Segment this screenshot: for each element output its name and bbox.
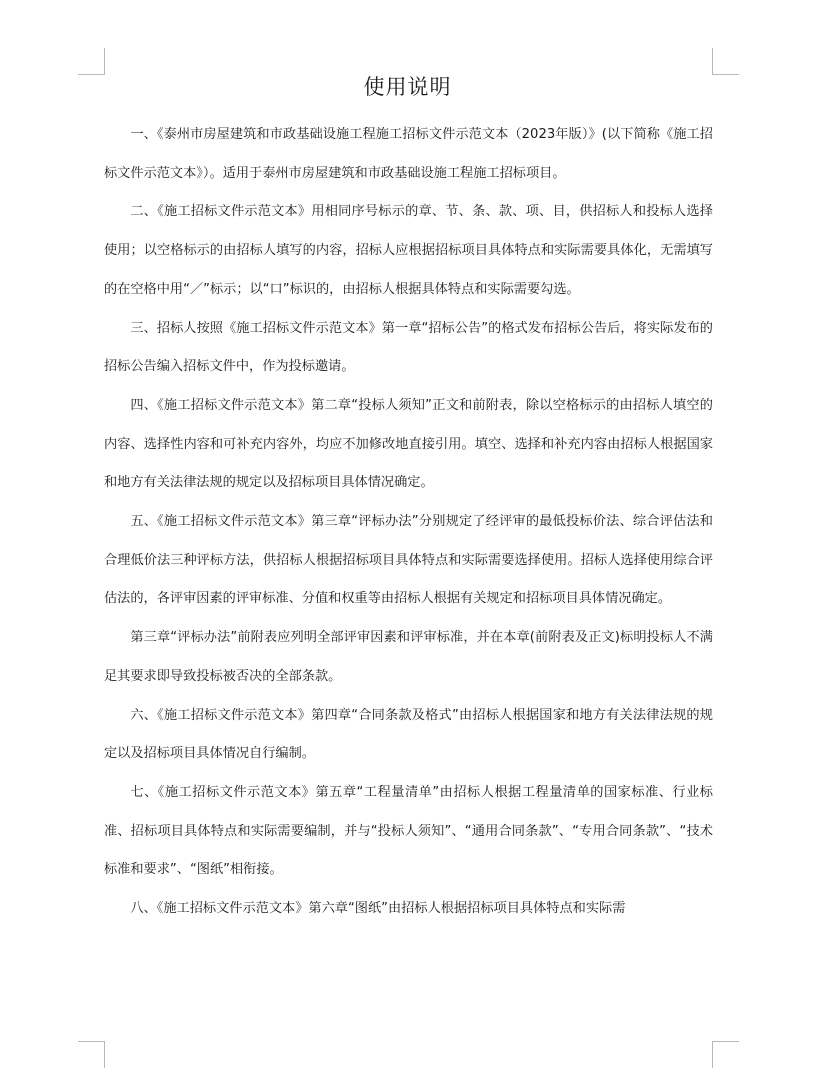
paragraph-5: 五、《施工招标文件示范文本》第三章“评标办法”分别规定了经评审的最低投标价法、综合评估法和合理低价法三种评标方法，供招标人根据招标项目具体特点和实际需要选择使用。招标人选择使用综合评估法的，各评审因素的评审标准、分值和权重等由招标人根据有关规定和招标项目具体情况确定。 <box>104 514 713 607</box>
page-corner-mark-top-right <box>712 48 739 75</box>
paragraph-4: 四、《施工招标文件示范文本》第二章“投标人须知”正文和前附表，除以空格标示的由招标人填空的内容、选择性内容和可补充内容外，均应不加修改地直接引用。填空、选择和补充内容由招标人根据国家和地方有关法律法规的规定以及招标项目具体情况确定。 <box>104 397 713 491</box>
paragraph-3: 三、招标人按照《施工招标文件示范文本》第一章“招标公告”的格式发布招标公告后，将实际发布的招标公告编入招标文件中，作为投标邀请。 <box>104 320 713 375</box>
paragraph-6: 六、《施工招标文件示范文本》第四章“合同条款及格式”由招标人根据国家和地方有关法律法规的规定以及招标项目具体情况自行编制。 <box>104 707 713 762</box>
paragraph-5-note: 第三章“评标办法”前附表应列明全部评审因素和评审标准，并在本章(前附表及正文)标明投标人不满足其要求即导致投标被否决的全部条款。 <box>104 630 713 684</box>
page-corner-mark-top-left <box>78 48 105 75</box>
paragraph-1: 一、《泰州市房屋建筑和市政基础设施工程施工招标文件示范文本（2023年版）》(以下简称《施工招标文件示范文本》）。适用于泰州市房屋建筑和市政基础设施工程施工招标项目。 <box>104 127 713 181</box>
document-body <box>104 116 713 929</box>
page-title: 使用说明 <box>363 75 452 99</box>
page-corner-mark-bottom-right <box>712 1041 739 1068</box>
paragraph-2: 二、《施工招标文件示范文本》用相同序号标示的章、节、条、款、项、目，供招标人和投标人选择使用；以空格标示的由招标人填写的内容，招标人应根据招标项目具体特点和实际需要具体化，无需填写的在空格中用“／”标示；以“口”标识的，由招标人根据具体特点和实际需要勾选。 <box>104 204 713 297</box>
page-corner-mark-bottom-left <box>78 1041 105 1068</box>
paragraph-8: 八、《施工招标文件示范文本》第六章“图纸”由招标人根据招标项目具体特点和实际需 <box>130 901 626 917</box>
paragraph-7: 七、《施工招标文件示范文本》第五章“工程量清单”由招标人根据工程量清单的国家标准、行业标准、招标项目具体特点和实际需要编制，并与“投标人须知”、“通用合同条款”、“专用合同条款”、“技术标准和要求”、“图纸”相衔接。 <box>104 784 713 878</box>
